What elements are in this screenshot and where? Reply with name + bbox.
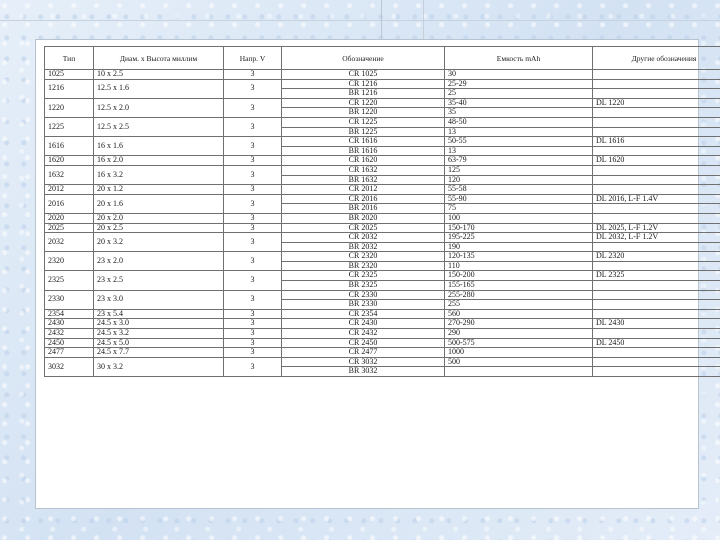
capacity-cell: 120 [445,175,593,185]
dimensions-cell: 20 x 1.6 [94,194,224,213]
other-cell: DL 1620 [593,156,720,166]
designation-cell: CR 2432 [282,329,445,339]
type-cell: 2025 [45,223,94,233]
header-capacity: Емкость mAh [445,47,593,70]
designation-cell: CR 1216 [282,79,445,89]
type-cell: 1025 [45,70,94,80]
capacity-cell: 255-280 [445,290,593,300]
capacity-cell: 125 [445,165,593,175]
voltage-cell: 3 [224,185,282,195]
capacity-cell: 25 [445,89,593,99]
other-cell: DL 2450 [593,338,720,348]
decorative-line [381,0,382,40]
voltage-cell: 3 [224,290,282,309]
dimensions-cell: 23 x 2.5 [94,271,224,290]
voltage-cell: 3 [224,137,282,156]
capacity-cell: 110 [445,261,593,271]
other-cell [593,117,720,127]
dimensions-cell: 24.5 x 3.0 [94,319,224,329]
voltage-cell: 3 [224,165,282,184]
capacity-cell: 1000 [445,348,593,358]
dimensions-cell: 16 x 2.0 [94,156,224,166]
voltage-cell: 3 [224,194,282,213]
table-row [45,79,720,89]
designation-cell: BR 2020 [282,213,445,223]
capacity-cell: 150-170 [445,223,593,233]
header-dimensions: Диам. x Высота миллим [94,47,224,70]
capacity-cell: 13 [445,146,593,156]
designation-cell: CR 3032 [282,357,445,367]
voltage-cell: 3 [224,357,282,376]
designation-cell: BR 1216 [282,89,445,99]
type-cell: 3032 [45,357,94,376]
table-row [45,233,720,243]
designation-cell: BR 1225 [282,127,445,137]
voltage-cell: 3 [224,223,282,233]
table-row [45,309,720,319]
designation-cell: CR 1632 [282,165,445,175]
voltage-cell: 3 [224,271,282,290]
voltage-cell: 3 [224,79,282,98]
capacity-cell: 25-29 [445,79,593,89]
capacity-cell: 63-79 [445,156,593,166]
header-other: Другие обозначения [593,47,720,70]
designation-cell: CR 2016 [282,194,445,204]
table-row [45,338,720,348]
dimensions-cell: 12.5 x 2.0 [94,98,224,117]
dimensions-cell: 23 x 5.4 [94,309,224,319]
dimensions-cell: 20 x 2.5 [94,223,224,233]
type-cell: 1216 [45,79,94,98]
table-header-row [45,47,720,70]
table-row [45,348,720,358]
voltage-cell: 3 [224,70,282,80]
voltage-cell: 3 [224,319,282,329]
capacity-cell: 100 [445,213,593,223]
designation-cell: CR 2325 [282,271,445,281]
table-row [45,98,720,108]
type-cell: 1220 [45,98,94,117]
designation-cell: CR 1616 [282,137,445,147]
type-cell: 2330 [45,290,94,309]
other-cell [593,70,720,80]
table-row [45,213,720,223]
other-cell [593,89,720,99]
other-cell: DL 1616 [593,137,720,147]
table-row [45,185,720,195]
designation-cell: BR 2330 [282,300,445,310]
dimensions-cell: 10 x 2.5 [94,70,224,80]
dimensions-cell: 30 x 3.2 [94,357,224,376]
type-cell: 2477 [45,348,94,358]
designation-cell: CR 2477 [282,348,445,358]
voltage-cell: 3 [224,252,282,271]
capacity-cell: 255 [445,300,593,310]
dimensions-cell: 12.5 x 2.5 [94,117,224,136]
other-cell [593,175,720,185]
other-cell [593,204,720,214]
table-row [45,290,720,300]
other-cell [593,261,720,271]
dimensions-cell: 24.5 x 7.7 [94,348,224,358]
other-cell [593,185,720,195]
table-row [45,223,720,233]
designation-cell: BR 3032 [282,367,445,377]
type-cell: 2012 [45,185,94,195]
table-row [45,271,720,281]
capacity-cell: 195-225 [445,233,593,243]
designation-cell: CR 2430 [282,319,445,329]
table-row [45,319,720,329]
voltage-cell: 3 [224,156,282,166]
capacity-cell: 290 [445,329,593,339]
other-cell [593,329,720,339]
other-cell [593,213,720,223]
designation-cell: BR 2320 [282,261,445,271]
table-row [45,357,720,367]
capacity-cell: 35-40 [445,98,593,108]
type-cell: 1632 [45,165,94,184]
table-row [45,252,720,262]
voltage-cell: 3 [224,329,282,339]
table-row [45,156,720,166]
type-cell: 2430 [45,319,94,329]
capacity-cell: 55-58 [445,185,593,195]
dimensions-cell: 16 x 3.2 [94,165,224,184]
designation-cell: BR 2016 [282,204,445,214]
designation-cell: CR 2320 [282,252,445,262]
capacity-cell: 35 [445,108,593,118]
type-cell: 2450 [45,338,94,348]
dimensions-cell: 24.5 x 5.0 [94,338,224,348]
table-row [45,194,720,204]
dimensions-cell: 24.5 x 3.2 [94,329,224,339]
designation-cell: CR 1025 [282,70,445,80]
type-cell: 2354 [45,309,94,319]
designation-cell: CR 2450 [282,338,445,348]
other-cell: DL 1220 [593,98,720,108]
dimensions-cell: 12.5 x 1.6 [94,79,224,98]
designation-cell: CR 2025 [282,223,445,233]
table-row [45,137,720,147]
designation-cell: BR 1616 [282,146,445,156]
capacity-cell: 75 [445,204,593,214]
other-cell [593,367,720,377]
other-cell: DL 2016, L-F 1.4V [593,194,720,204]
other-cell [593,309,720,319]
type-cell: 2020 [45,213,94,223]
voltage-cell: 3 [224,309,282,319]
designation-cell: CR 2032 [282,233,445,243]
designation-cell: BR 2032 [282,242,445,252]
type-cell: 1225 [45,117,94,136]
decorative-line [0,20,720,21]
capacity-cell: 560 [445,309,593,319]
other-cell: DL 2320 [593,252,720,262]
other-cell [593,165,720,175]
dimensions-cell: 16 x 1.6 [94,137,224,156]
battery-table [44,46,720,377]
dimensions-cell: 23 x 3.0 [94,290,224,309]
designation-cell: BR 1632 [282,175,445,185]
other-cell [593,146,720,156]
capacity-cell: 55-90 [445,194,593,204]
type-cell: 2320 [45,252,94,271]
other-cell [593,127,720,137]
other-cell [593,79,720,89]
type-cell: 2432 [45,329,94,339]
other-cell: DL 2025, L-F 1.2V [593,223,720,233]
capacity-cell [445,367,593,377]
voltage-cell: 3 [224,213,282,223]
capacity-cell: 120-135 [445,252,593,262]
designation-cell: CR 1220 [282,98,445,108]
other-cell: DL 2430 [593,319,720,329]
type-cell: 1616 [45,137,94,156]
capacity-cell: 190 [445,242,593,252]
other-cell [593,242,720,252]
other-cell [593,290,720,300]
voltage-cell: 3 [224,117,282,136]
voltage-cell: 3 [224,98,282,117]
other-cell [593,300,720,310]
voltage-cell: 3 [224,338,282,348]
capacity-cell: 30 [445,70,593,80]
other-cell: DL 2325 [593,271,720,281]
capacity-cell: 48-50 [445,117,593,127]
dimensions-cell: 20 x 1.2 [94,185,224,195]
dimensions-cell: 20 x 3.2 [94,233,224,252]
dimensions-cell: 20 x 2.0 [94,213,224,223]
capacity-cell: 500 [445,357,593,367]
designation-cell: CR 2012 [282,185,445,195]
type-cell: 2032 [45,233,94,252]
table-row [45,165,720,175]
capacity-cell: 13 [445,127,593,137]
other-cell [593,281,720,291]
header-type: Тип [45,47,94,70]
capacity-cell: 150-200 [445,271,593,281]
table-row [45,329,720,339]
other-cell [593,108,720,118]
type-cell: 2325 [45,271,94,290]
capacity-cell: 155-165 [445,281,593,291]
other-cell [593,357,720,367]
other-cell: DL 2032, L-F 1.2V [593,233,720,243]
designation-cell: CR 1620 [282,156,445,166]
designation-cell: CR 2330 [282,290,445,300]
capacity-cell: 50-55 [445,137,593,147]
designation-cell: CR 2354 [282,309,445,319]
voltage-cell: 3 [224,233,282,252]
designation-cell: BR 1220 [282,108,445,118]
type-cell: 1620 [45,156,94,166]
type-cell: 2016 [45,194,94,213]
header-voltage: Напр. V [224,47,282,70]
table-row [45,117,720,127]
other-cell [593,348,720,358]
header-designation: Обозначение [282,47,445,70]
voltage-cell: 3 [224,348,282,358]
capacity-cell: 500-575 [445,338,593,348]
dimensions-cell: 23 x 2.0 [94,252,224,271]
document-sheet [36,40,698,508]
designation-cell: BR 2325 [282,281,445,291]
designation-cell: CR 1225 [282,117,445,127]
capacity-cell: 270-290 [445,319,593,329]
table-row [45,70,720,80]
decorative-line [423,0,424,40]
